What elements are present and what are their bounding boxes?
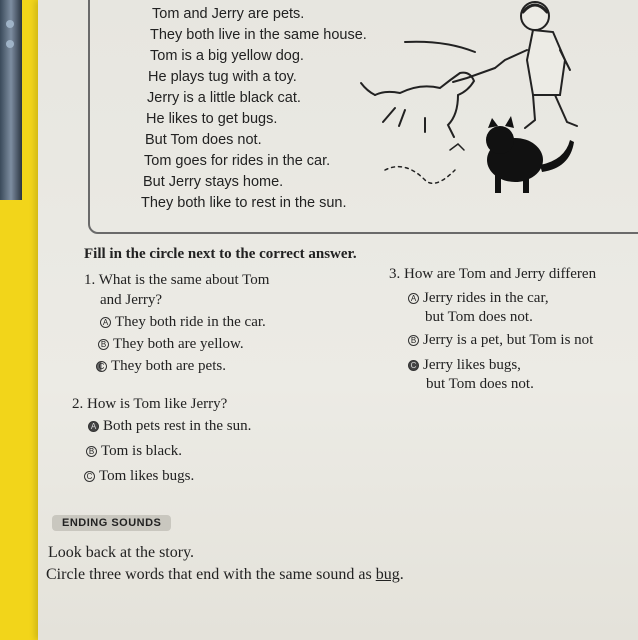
ending-sounds-line2 <box>46 566 404 584</box>
q3-option-c[interactable] <box>408 357 521 374</box>
question-2 <box>72 396 227 413</box>
q1-option-c[interactable] <box>96 358 226 375</box>
answer-circle[interactable]: B <box>86 446 97 457</box>
story-line: He likes to get bugs. <box>146 111 278 127</box>
story-line: They both live in the same house. <box>150 27 367 43</box>
q1-option-b[interactable] <box>98 336 244 353</box>
device-edge <box>0 0 22 200</box>
q3-option-a[interactable] <box>408 290 549 307</box>
story-line: But Jerry stays home. <box>143 174 284 190</box>
option-text: They both are pets. <box>111 358 226 374</box>
question-text: What is the same about Tom <box>98 272 270 288</box>
answer-circle-partially-filled[interactable]: C <box>96 361 107 372</box>
question-number: 2. <box>72 396 84 412</box>
option-text: Jerry likes bugs, <box>423 357 521 373</box>
ending-sounds-line1: Look back at the story. <box>48 544 195 561</box>
option-text: Tom is black. <box>101 443 183 459</box>
story-line: They both like to rest in the sun. <box>141 195 347 211</box>
q3-option-c-line2: but Tom does not. <box>426 376 534 392</box>
question-3 <box>389 266 638 283</box>
answer-circle[interactable]: A <box>100 317 111 328</box>
option-text: Jerry rides in the car, <box>423 290 549 306</box>
ending-sounds-badge: ENDING SOUNDS <box>52 515 171 531</box>
q2-option-b[interactable] <box>86 443 182 460</box>
ending-sounds-text: Circle three words that end with the same sound as <box>46 566 376 583</box>
story-line: Tom and Jerry are pets. <box>152 6 305 22</box>
question-1-line2: and Jerry? <box>100 292 163 308</box>
q1-option-a[interactable] <box>100 314 266 331</box>
q2-option-a[interactable] <box>88 418 251 435</box>
question-1 <box>84 272 269 289</box>
q3-option-a-line2: but Tom does not. <box>425 309 533 325</box>
answer-circle[interactable]: B <box>408 335 419 346</box>
answer-circle-filled[interactable]: C <box>408 360 419 371</box>
q2-option-c[interactable] <box>84 468 194 485</box>
question-text: How are Tom and Jerry differen <box>404 266 597 282</box>
option-text: They both ride in the car. <box>115 314 266 330</box>
option-text: They both are yellow. <box>113 336 244 352</box>
q3-option-b[interactable] <box>408 332 638 349</box>
answer-circle[interactable]: A <box>408 293 419 304</box>
dog-cat-boy-illustration <box>355 0 595 215</box>
story-line: Jerry is a little black cat. <box>147 90 301 106</box>
option-text: Tom likes bugs. <box>99 468 195 484</box>
story-line: Tom is a big yellow dog. <box>150 48 304 64</box>
target-word: bug <box>375 566 400 583</box>
story-line: He plays tug with a toy. <box>148 69 297 85</box>
question-number: 3. <box>389 266 401 282</box>
period: . <box>399 566 404 583</box>
option-text: Both pets rest in the sun. <box>103 418 252 434</box>
story-line: But Tom does not. <box>145 132 262 148</box>
question-number: 1. <box>84 272 96 288</box>
answer-circle[interactable]: B <box>98 339 109 350</box>
instructions: Fill in the circle next to the correct answer. <box>84 246 357 262</box>
story-line: Tom goes for rides in the car. <box>144 153 331 169</box>
answer-circle[interactable]: C <box>84 471 95 482</box>
question-text: How is Tom like Jerry? <box>87 396 228 412</box>
answer-circle-filled[interactable]: A <box>88 421 99 432</box>
option-text: Jerry is a pet, but Tom is not <box>423 332 594 348</box>
